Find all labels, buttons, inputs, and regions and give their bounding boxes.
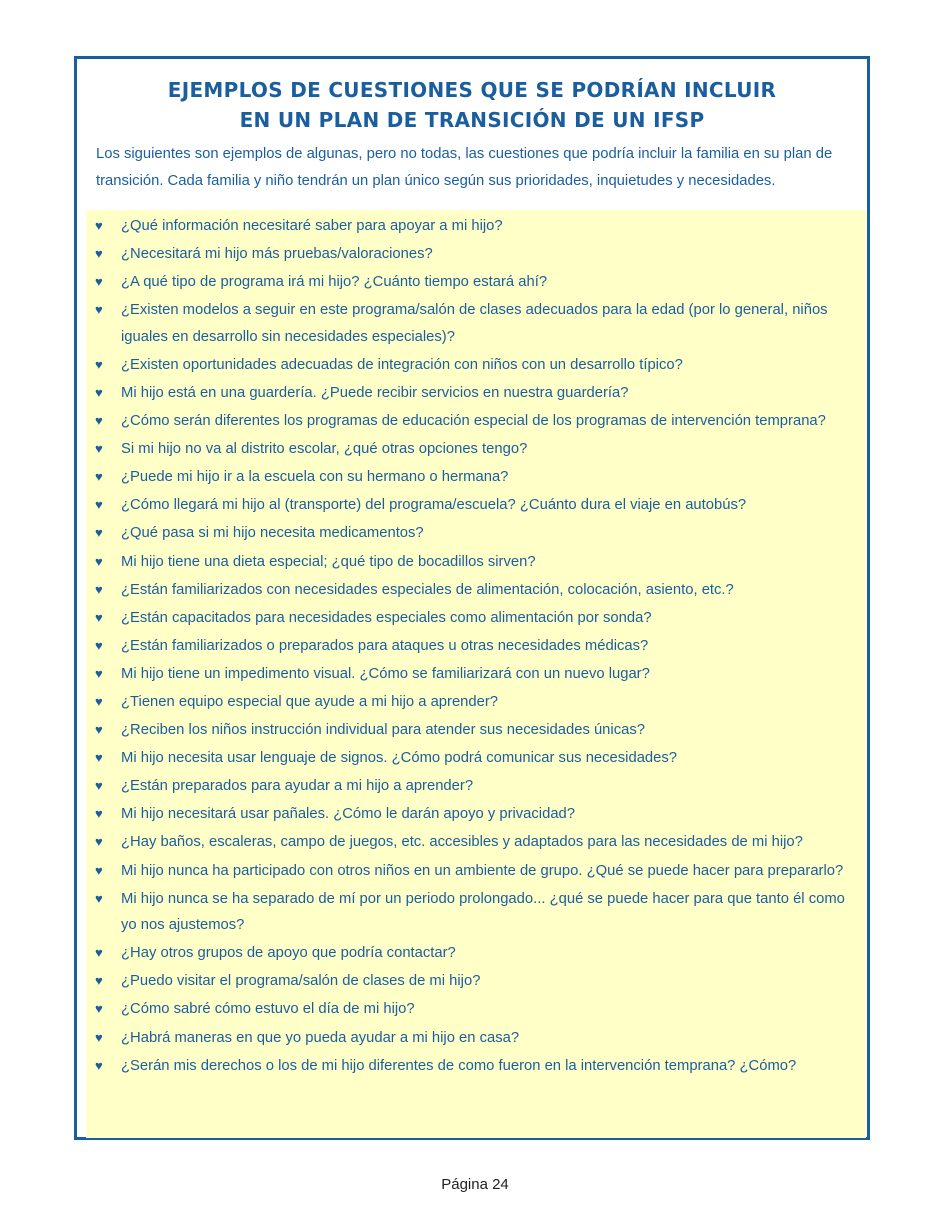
heart-icon: ♥ — [95, 834, 103, 850]
list-item — [86, 408, 860, 435]
heart-icon: ♥ — [95, 637, 103, 653]
question-text: ¿Están familiarizados con necesidades especiales de alimentación, colocación, asiento, etc.? — [121, 581, 734, 598]
list-item — [86, 297, 860, 350]
heart-icon: ♥ — [95, 413, 103, 429]
heart-icon: ♥ — [95, 356, 103, 372]
question-text: Si mi hijo no va al distrito escolar, ¿qué otras opciones tengo? — [121, 441, 528, 458]
title-line-2: EN UN PLAN DE TRANSICIÓN DE UN IFSP — [239, 108, 705, 132]
list-item — [86, 940, 860, 967]
question-text: ¿Están capacitados para necesidades especiales como alimentación por sonda? — [121, 609, 652, 626]
question-text: Mi hijo nunca ha participado con otros niños en un ambiente de grupo. ¿Qué se puede hacer para prepararlo? — [121, 862, 844, 879]
question-text: ¿Serán mis derechos o los de mi hijo diferentes de como fueron en la intervención temprana? ¿Cómo? — [121, 1057, 797, 1074]
question-text: ¿Cómo llegará mi hijo al (transporte) del programa/escuela? ¿Cuánto dura el viaje en autobús? — [121, 497, 747, 514]
list-item — [86, 829, 860, 856]
list-item — [86, 436, 860, 463]
list-item — [86, 633, 860, 660]
list-item — [86, 858, 860, 885]
question-text: ¿Qué pasa si mi hijo necesita medicamentos? — [121, 525, 424, 542]
question-text: ¿Existen oportunidades adecuadas de integración con niños con un desarrollo típico? — [121, 356, 683, 373]
list-item — [86, 996, 860, 1023]
heart-icon: ♥ — [95, 665, 103, 681]
heart-icon: ♥ — [95, 469, 103, 485]
heart-icon: ♥ — [95, 218, 103, 233]
heart-icon: ♥ — [95, 945, 103, 961]
heart-icon: ♥ — [95, 553, 103, 569]
question-text: ¿Puedo visitar el programa/salón de clases de mi hijo? — [121, 973, 481, 990]
list-item — [86, 577, 860, 604]
list-item — [86, 520, 860, 547]
list-item — [86, 661, 860, 688]
list-item — [86, 801, 860, 828]
heart-icon: ♥ — [95, 750, 103, 766]
heart-icon: ♥ — [95, 384, 103, 400]
list-item — [86, 717, 860, 744]
content-frame — [74, 56, 870, 1140]
heart-icon: ♥ — [95, 722, 103, 738]
question-text: ¿Necesitará mi hijo más pruebas/valoraciones? — [121, 246, 433, 263]
page-number: Página 24 — [441, 1176, 509, 1193]
heart-icon: ♥ — [95, 778, 103, 794]
question-text: ¿Qué información necesitaré saber para apoyar a mi hijo? — [121, 218, 503, 234]
heart-icon: ♥ — [95, 274, 103, 290]
heart-icon: ♥ — [95, 1001, 103, 1017]
heart-icon: ♥ — [95, 525, 103, 541]
question-text: Mi hijo necesita usar lenguaje de signos. ¿Cómo podrá comunicar sus necesidades? — [121, 750, 678, 767]
heart-icon: ♥ — [95, 1057, 103, 1073]
questions-list — [86, 210, 866, 1079]
list-item — [86, 689, 860, 716]
list-item — [86, 1053, 860, 1080]
heart-icon: ♥ — [95, 694, 103, 709]
question-text: ¿Tienen equipo especial que ayude a mi hijo a aprender? — [121, 694, 499, 710]
list-item — [86, 1025, 860, 1052]
heart-icon: ♥ — [95, 302, 103, 318]
list-item — [86, 773, 860, 800]
question-text: Mi hijo tiene una dieta especial; ¿qué tipo de bocadillos sirven? — [121, 553, 536, 570]
question-text: ¿Existen modelos a seguir en este programa/salón de clases adecuados para la edad (por lo general, niños iguales en desarrollo sin necesidades especiales)? — [121, 302, 828, 345]
title-line-1: EJEMPLOS DE CUESTIONES QUE SE PODRÍAN INCLUIR — [167, 78, 777, 102]
heart-icon: ♥ — [95, 609, 103, 625]
question-text: ¿Están familiarizados o preparados para ataques u otras necesidades médicas? — [121, 637, 649, 654]
list-item — [86, 213, 860, 240]
list-item — [86, 886, 860, 939]
heart-icon: ♥ — [95, 973, 103, 989]
question-text: ¿Reciben los niños instrucción individual para atender sus necesidades únicas? — [121, 722, 645, 739]
question-text: ¿Puede mi hijo ir a la escuela con su hermano o hermana? — [121, 469, 509, 486]
list-item — [86, 745, 860, 772]
list-item — [86, 549, 860, 576]
heart-icon: ♥ — [95, 806, 103, 822]
list-item — [86, 968, 860, 995]
list-item — [86, 241, 860, 268]
question-text: ¿Hay otros grupos de apoyo que podría contactar? — [121, 945, 456, 962]
intro-paragraph: Los siguientes son ejemplos de algunas, pero no todas, las cuestiones que podría incluir la familia en su plan de transición. Cada familia y niño tendrán un plan único según sus prioridades, inquietudes y necesidades. — [96, 146, 833, 189]
list-item — [86, 380, 860, 407]
question-text: ¿Cómo serán diferentes los programas de educación especial de los programas de intervención temprana? — [121, 413, 826, 430]
list-item — [86, 605, 860, 632]
heart-icon: ♥ — [95, 441, 103, 457]
heart-icon: ♥ — [95, 497, 103, 513]
heart-icon: ♥ — [95, 581, 103, 597]
list-item — [86, 464, 860, 491]
heart-icon: ♥ — [95, 862, 103, 878]
question-text: ¿A qué tipo de programa irá mi hijo? ¿Cuánto tiempo estará ahí? — [121, 274, 548, 291]
question-text: Mi hijo tiene un impedimento visual. ¿Cómo se familiarizará con un nuevo lugar? — [121, 665, 650, 682]
question-text: Mi hijo necesitará usar pañales. ¿Cómo le darán apoyo y privacidad? — [121, 806, 576, 823]
page-title — [77, 75, 867, 135]
questions-box — [86, 210, 866, 1138]
question-text: ¿Están preparados para ayudar a mi hijo a aprender? — [121, 778, 474, 795]
list-item — [86, 269, 860, 296]
heart-icon: ♥ — [95, 890, 103, 906]
question-text: ¿Habrá maneras en que yo pueda ayudar a mi hijo en casa? — [121, 1029, 520, 1046]
heart-icon: ♥ — [95, 246, 103, 262]
list-item — [86, 352, 860, 379]
list-item — [86, 492, 860, 519]
question-text: ¿Cómo sabré cómo estuvo el día de mi hijo? — [121, 1001, 415, 1018]
question-text: ¿Hay baños, escaleras, campo de juegos, etc. accesibles y adaptados para las necesidades de mi hijo? — [121, 834, 803, 851]
question-text: Mi hijo está en una guardería. ¿Puede recibir servicios en nuestra guardería? — [121, 384, 629, 401]
question-text: Mi hijo nunca se ha separado de mí por un periodo prolongado... ¿qué se puede hacer para que tanto él como yo nos ajustemos? — [121, 890, 845, 934]
heart-icon: ♥ — [95, 1029, 103, 1045]
